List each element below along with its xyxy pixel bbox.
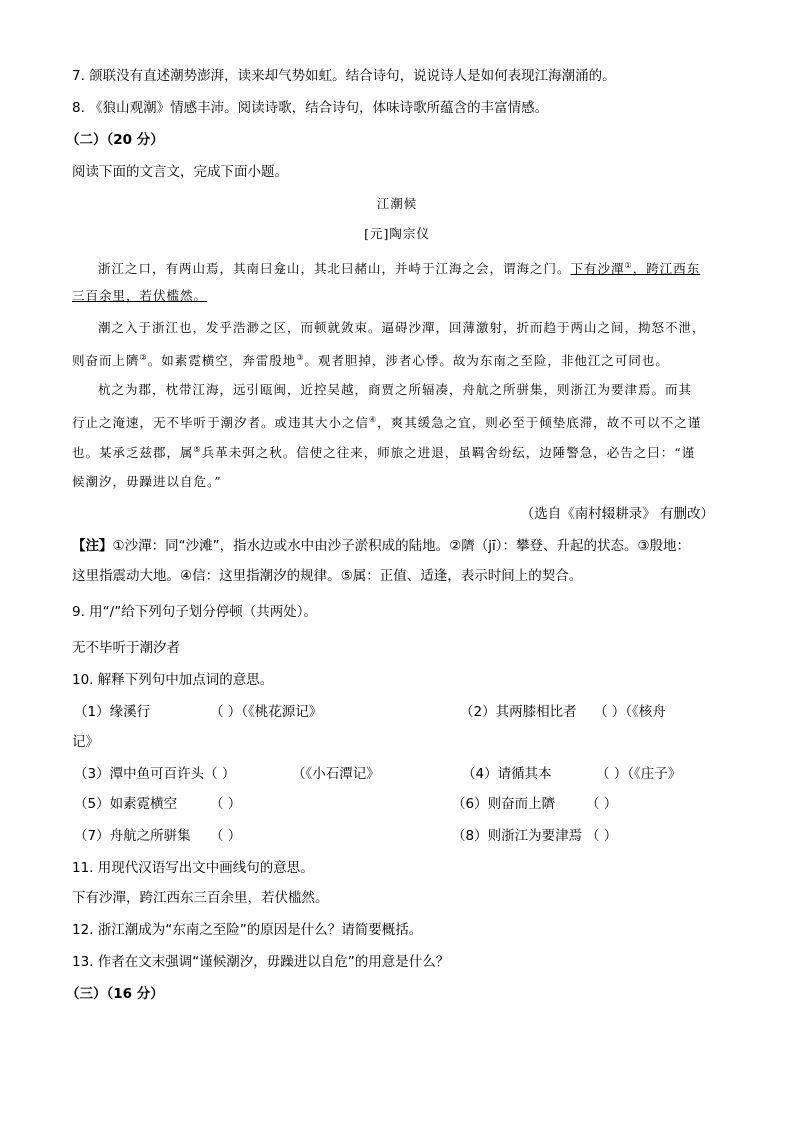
q10-item-3: （3）潭中鱼可百许头（ ） — [74, 766, 236, 782]
passage-p1-line2: 三百余里，若伏槛然。 — [72, 288, 208, 303]
q10-item-6-blank: （ ） — [586, 796, 618, 812]
question-11-sentence: 下有沙潬，跨江西东三百余里，若伏槛然。 — [72, 890, 329, 906]
q10-item-1-blank: （ ）（《桃花源记》 — [210, 704, 323, 720]
section-2-heading: （二）（20 分） — [66, 132, 164, 148]
q10-item-1: （1）缘溪行 — [74, 704, 151, 720]
question-7: 7. 颌联没有直述潮势澎湃，读来却气势如虹。结合诗句，说说诗人是如何表现江海潮涌的。 — [72, 68, 616, 84]
q10-item-6: （6）则奋而上隮 — [452, 796, 556, 812]
question-8: 8. 《狼山观潮》情感丰沛。阅读诗歌，结合诗句，体味诗歌所蕴含的丰富情感。 — [72, 100, 549, 116]
instructions: 阅读下面的文言文，完成下面小题。 — [72, 164, 288, 180]
question-10: 10. 解释下列句中加点词的意思。 — [72, 672, 274, 688]
q10-item-4: （4）请循其本 — [462, 766, 552, 782]
passage-p3-line1: 杭之为郡，枕带江海，远引瓯闽，近控吴越，商贾之所辐凑，舟航之所骈集，则浙江为要津焉。而其 — [98, 382, 693, 397]
passage-p2-line1: 潮之入于浙江也，发乎浩渺之区，而顿就敛束。逼碍沙潬，回薄激射，折而趋于两山之间，拗怒不泄， — [98, 320, 706, 335]
notes-line2: 这里指震动大地。④信：这里指潮汐的规律。⑤属：正值、适逢，表示时间上的契合。 — [72, 568, 583, 584]
passage-p1-line1: 浙江之口，有两山焉，其南曰龛山，其北曰赭山，并峙于江海之会，谓海之门。下有沙潬①，跨江西东 — [98, 261, 701, 277]
question-13: 13. 作者在文末强调“谨候潮汐，毋躁进以自危”的用意是什么？ — [72, 954, 450, 970]
passage-p2-line2: 则奋而上隮②。如素霓横空，奔雷殷地③。观者胆掉，涉者心悸。故为东南之至险，非他江之可同也。 — [72, 353, 669, 369]
question-12: 12. 浙江潮成为“东南之至险”的原因是什么？请简要概括。 — [72, 922, 423, 938]
q10-item-4-blank: （ ）（《庄子》 — [596, 766, 682, 782]
passage-source: （选自《南村辍耕录》 有删改） — [520, 506, 714, 522]
passage-author: [元]陶宗仪 — [364, 226, 430, 241]
q10-item-5-blank: （ ） — [210, 796, 242, 812]
q10-item-8-blank: （ ） — [586, 828, 618, 844]
q10-item-5: （5）如素霓横空 — [74, 796, 178, 812]
passage-title: 江潮候 — [376, 196, 418, 211]
passage-p3-line3: 也。某承乏兹郡，属⑤兵革未弭之秋。信使之往来，师旅之进退，虽羁舍纷纭，边陲警急，必告之曰：“谨 — [72, 445, 696, 461]
q10-item-3-source: （《小石潭记》 — [292, 766, 380, 782]
question-11: 11. 用现代汉语写出文中画线句的意思。 — [72, 860, 314, 876]
passage-p3-line2: 行止之淹速，无不毕听于潮汐者。或违其大小之信④，爽其缓急之宜，则必至于倾垫底滞，故不可以不之谨 — [72, 415, 702, 431]
q10-item-2-blank: （ ）（《核舟 — [594, 704, 666, 720]
q10-item-2: （2）其两膝相比者 — [460, 704, 577, 720]
q10-item-7: （7）舟航之所骈集 — [74, 828, 191, 844]
passage-p3-line4: 候潮汐，毋躁进以自危。” — [72, 474, 222, 489]
q10-item-8: （8）则浙江为要津焉 — [452, 828, 583, 844]
q10-item-2-cont: 记》 — [72, 734, 99, 750]
notes-line1: 【注】①沙潬：同“沙滩”，指水边或水中由沙子淤积成的陆地。②隮（jī）：攀登、升起的状态。③殷地： — [72, 538, 691, 554]
q10-item-7-blank: （ ） — [210, 828, 242, 844]
section-3-heading: （三）（16 分） — [66, 986, 164, 1002]
question-9-sentence: 无不毕听于潮汐者 — [72, 640, 180, 656]
question-9: 9. 用“/”给下列句子划分停顿（共两处）。 — [72, 604, 317, 620]
underlined-sentence: 下有沙潬①，跨江西东 — [570, 261, 701, 277]
